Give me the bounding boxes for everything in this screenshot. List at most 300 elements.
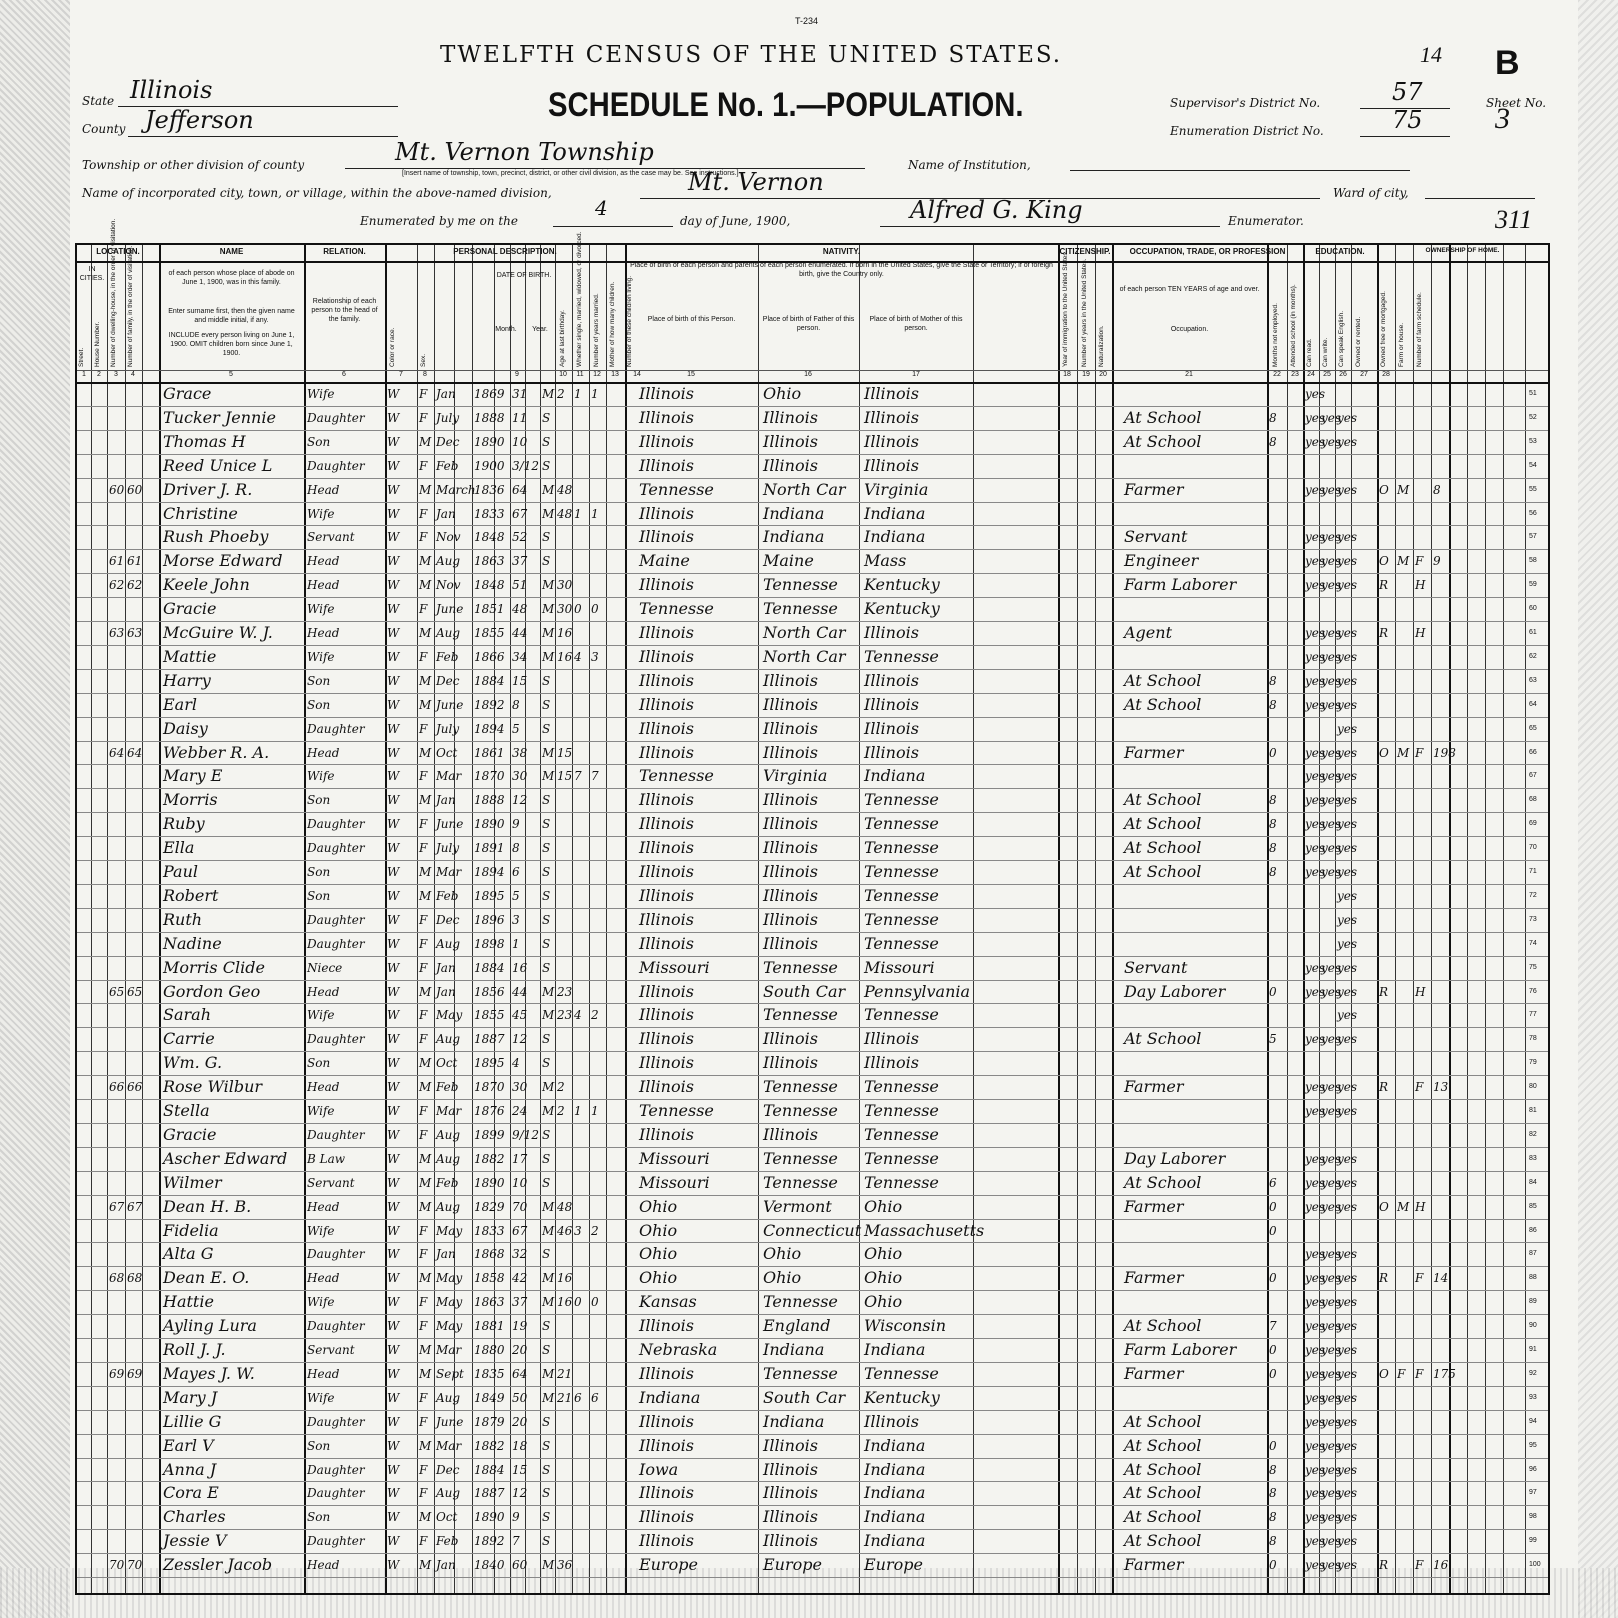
person-name: Rush Phoeby bbox=[163, 527, 269, 547]
county-label: County bbox=[82, 122, 126, 136]
column-rule bbox=[434, 245, 435, 1593]
sex: M bbox=[419, 1271, 432, 1286]
birth-month: Jan bbox=[436, 984, 456, 999]
side-number: 311 bbox=[1495, 205, 1533, 234]
sheet-code: B bbox=[1495, 44, 1520, 82]
birth-month: May bbox=[436, 1319, 463, 1334]
day-underline bbox=[553, 226, 673, 227]
sex: F bbox=[419, 841, 428, 856]
age: 5 bbox=[512, 888, 520, 903]
occupation: Farm Laborer bbox=[1124, 1340, 1237, 1359]
line-number: 66 bbox=[1529, 748, 1537, 756]
line-number: 75 bbox=[1529, 963, 1537, 971]
birthplace-mother: Tennesse bbox=[864, 1172, 939, 1192]
line-number: 97 bbox=[1529, 1489, 1537, 1497]
birth-month: June bbox=[436, 602, 464, 617]
birth-month: Feb bbox=[436, 1534, 459, 1549]
person-name: Fidelia bbox=[163, 1220, 219, 1240]
can-read: yes bbox=[1305, 1486, 1326, 1501]
birth-year: 1892 bbox=[474, 697, 505, 712]
column-number: 27 bbox=[1360, 371, 1368, 378]
birthplace-person: Illinois bbox=[639, 1077, 694, 1097]
can-speak: yes bbox=[1337, 1462, 1358, 1477]
age: 31 bbox=[512, 387, 528, 401]
birth-year: 1898 bbox=[474, 936, 505, 951]
occupation: At School bbox=[1124, 1507, 1202, 1527]
column-rule bbox=[1525, 245, 1526, 1593]
birth-month: March bbox=[436, 482, 476, 497]
date-label: day of June, 1900, bbox=[680, 214, 791, 228]
months-school: 8 bbox=[1269, 865, 1277, 879]
color: W bbox=[387, 1080, 400, 1095]
color: W bbox=[387, 626, 400, 640]
vertical-column-label: Number of years married. bbox=[593, 293, 600, 367]
marital-status: S bbox=[542, 817, 551, 832]
birthplace-mother: Illinois bbox=[864, 742, 919, 762]
children-born: 0 bbox=[574, 1295, 582, 1310]
color: W bbox=[387, 1462, 400, 1477]
column-rule bbox=[107, 245, 108, 1593]
column-rule bbox=[1431, 245, 1432, 1593]
can-write: yes bbox=[1321, 769, 1342, 784]
sex: F bbox=[419, 1390, 428, 1405]
name-description: of each person whose place of abode on June 1, 1900, was in this family. bbox=[168, 270, 295, 286]
birth-year: 1868 bbox=[474, 1247, 505, 1262]
marital-status: S bbox=[542, 1462, 551, 1477]
column-rule bbox=[159, 245, 161, 1593]
can-read: yes bbox=[1305, 697, 1326, 712]
marital-status: S bbox=[542, 936, 551, 951]
family-number: 69 bbox=[127, 1366, 143, 1381]
birthplace-person: Tennesse bbox=[639, 1101, 714, 1120]
can-speak: yes bbox=[1337, 649, 1358, 664]
can-read: yes bbox=[1305, 1295, 1326, 1310]
vertical-column-label: Number of farm schedule. bbox=[1416, 292, 1423, 367]
birthplace-person: Illinois bbox=[639, 1316, 694, 1336]
person-name: Gordon Geo bbox=[163, 981, 261, 1001]
birthplace-mother: Tennesse bbox=[864, 790, 939, 810]
years-married: 30 bbox=[557, 578, 573, 593]
birthplace-mother: Tennesse bbox=[864, 933, 939, 953]
birthplace-mother: Ohio bbox=[864, 1196, 903, 1216]
marital-status: M bbox=[542, 1104, 555, 1118]
color: W bbox=[387, 1366, 400, 1381]
age: 9 bbox=[512, 817, 520, 832]
line-number: 52 bbox=[1529, 413, 1537, 421]
birthplace-father: Ohio bbox=[763, 1268, 802, 1288]
marital-status: S bbox=[542, 1127, 551, 1142]
can-write: yes bbox=[1321, 1534, 1342, 1549]
person-name: Charles bbox=[163, 1507, 226, 1527]
family-number: 65 bbox=[127, 984, 143, 999]
birth-month: Oct bbox=[436, 1056, 458, 1071]
can-read: yes bbox=[1305, 410, 1326, 425]
months-school: 0 bbox=[1269, 745, 1277, 760]
column-number: 7 bbox=[399, 371, 403, 378]
can-write: yes bbox=[1321, 626, 1342, 640]
person-name: Hattie bbox=[163, 1292, 214, 1312]
occupation: At School bbox=[1124, 670, 1202, 690]
relation: Son bbox=[307, 865, 331, 879]
family-number: 60 bbox=[127, 482, 143, 497]
birthplace-mother: Illinois bbox=[864, 694, 919, 714]
column-number: 25 bbox=[1323, 371, 1331, 378]
birthplace-mother: Illinois bbox=[864, 407, 919, 427]
relation: Wife bbox=[307, 1223, 335, 1238]
color: W bbox=[387, 1104, 400, 1118]
age: 3 bbox=[512, 912, 520, 927]
relation: Daughter bbox=[307, 1414, 365, 1429]
birth-year: 1884 bbox=[474, 960, 505, 975]
owned-free: M bbox=[1397, 554, 1410, 569]
farm-schedule: 198 bbox=[1433, 745, 1456, 760]
birth-month: Aug bbox=[436, 554, 461, 569]
line-number: 60 bbox=[1529, 605, 1537, 613]
birthplace-father: Illinois bbox=[763, 670, 818, 690]
can-speak: yes bbox=[1337, 1080, 1358, 1095]
birthplace-person: Illinois bbox=[639, 1531, 694, 1551]
age: 32 bbox=[512, 1247, 528, 1262]
birthplace-mother: Illinois bbox=[864, 431, 919, 451]
birthplace-father: Tennesse bbox=[763, 1148, 838, 1168]
occupation: Engineer bbox=[1124, 551, 1199, 571]
person-name: Tucker Jennie bbox=[163, 407, 276, 427]
color: W bbox=[387, 410, 400, 425]
can-write: yes bbox=[1321, 1462, 1342, 1477]
color: W bbox=[387, 1008, 400, 1023]
sex: F bbox=[419, 506, 428, 521]
farm-schedule: 175 bbox=[1433, 1366, 1456, 1381]
relation: Daughter bbox=[307, 458, 365, 473]
birthplace-father: Vermont bbox=[763, 1196, 832, 1216]
birth-month: Jan bbox=[436, 793, 456, 808]
owned-rented: O bbox=[1379, 482, 1389, 497]
column-rule bbox=[859, 245, 860, 1593]
relation: Wife bbox=[307, 387, 335, 401]
line-number: 88 bbox=[1529, 1274, 1537, 1282]
marital-status: S bbox=[542, 721, 551, 736]
color: W bbox=[387, 1127, 400, 1142]
sex: F bbox=[419, 1414, 428, 1429]
line-number: 99 bbox=[1529, 1537, 1537, 1545]
line-number: 54 bbox=[1529, 461, 1537, 469]
occupation: Day Laborer bbox=[1124, 1148, 1226, 1168]
dwelling-number: 67 bbox=[109, 1199, 125, 1214]
birthplace-person: Illinois bbox=[639, 527, 694, 547]
color: W bbox=[387, 1510, 400, 1525]
birth-month: Feb bbox=[436, 888, 459, 903]
vertical-column-label: Can read. bbox=[1306, 338, 1313, 367]
line-number: 57 bbox=[1529, 533, 1537, 541]
can-read: yes bbox=[1305, 482, 1326, 497]
years-married: 23 bbox=[557, 984, 573, 999]
relation: Daughter bbox=[307, 841, 365, 856]
person-name: Mayes J. W. bbox=[163, 1363, 255, 1383]
can-read: yes bbox=[1305, 960, 1326, 975]
line-number: 62 bbox=[1529, 652, 1537, 660]
birthplace-father: Illinois bbox=[763, 1435, 818, 1455]
age: 17 bbox=[512, 1151, 528, 1166]
can-write: yes bbox=[1321, 1510, 1342, 1525]
sex: M bbox=[419, 554, 432, 569]
enumeration-underline bbox=[1360, 136, 1450, 137]
relation: Daughter bbox=[307, 936, 365, 951]
relation: Wife bbox=[307, 1008, 335, 1023]
person-name: Grace bbox=[163, 384, 212, 403]
person-name: Morris Clide bbox=[163, 957, 265, 977]
birth-year: 1895 bbox=[474, 1056, 505, 1071]
can-read: yes bbox=[1305, 626, 1326, 640]
column-rule bbox=[142, 245, 143, 1593]
months-school: 8 bbox=[1269, 1534, 1277, 1549]
relation: Wife bbox=[307, 1295, 335, 1310]
can-write: yes bbox=[1321, 745, 1342, 760]
months-school: 0 bbox=[1269, 1366, 1277, 1381]
sex: M bbox=[419, 984, 432, 999]
group-personal: PERSONAL DESCRIPTION. bbox=[453, 247, 557, 256]
can-write: yes bbox=[1321, 1319, 1342, 1334]
children-living: 7 bbox=[591, 769, 599, 784]
occupation: At School bbox=[1124, 1172, 1202, 1192]
marital-status: M bbox=[542, 626, 555, 640]
birthplace-father: Illinois bbox=[763, 742, 818, 762]
can-write: yes bbox=[1321, 1343, 1342, 1357]
can-read: yes bbox=[1305, 554, 1326, 569]
person-name: Ayling Lura bbox=[163, 1316, 257, 1336]
birth-year: 1888 bbox=[474, 410, 505, 425]
line-number: 78 bbox=[1529, 1035, 1537, 1043]
birthplace-mother: Tennesse bbox=[864, 1101, 939, 1120]
enumerator-underline bbox=[880, 226, 1220, 227]
relation: Head bbox=[307, 745, 340, 760]
months-school: 0 bbox=[1269, 1558, 1277, 1573]
marital-status: S bbox=[542, 1343, 551, 1357]
color: W bbox=[387, 841, 400, 856]
line-number: 59 bbox=[1529, 581, 1537, 589]
stamp-number: 14 bbox=[1420, 42, 1442, 67]
birth-month: Jan bbox=[436, 1247, 456, 1262]
sex: M bbox=[419, 1151, 432, 1166]
farm-schedule: 16 bbox=[1433, 1558, 1449, 1573]
line-number: 83 bbox=[1529, 1154, 1537, 1162]
marital-status: S bbox=[542, 1319, 551, 1334]
years-married: 46 bbox=[557, 1223, 573, 1238]
marital-status: S bbox=[542, 434, 551, 449]
can-read: yes bbox=[1305, 1343, 1326, 1357]
age: 1 bbox=[512, 936, 520, 951]
marital-status: S bbox=[542, 841, 551, 856]
can-read: yes bbox=[1305, 1438, 1326, 1453]
person-name: Dean E. O. bbox=[163, 1268, 250, 1288]
children-living: 1 bbox=[591, 1104, 599, 1118]
age: 4 bbox=[512, 1056, 520, 1071]
birthplace-mother: Indiana bbox=[864, 1531, 926, 1551]
birthplace-father: Illinois bbox=[763, 862, 818, 881]
birth-month: Dec bbox=[436, 912, 460, 927]
column-number: 12 bbox=[593, 371, 601, 378]
can-read: yes bbox=[1305, 1199, 1326, 1214]
birthplace-father: North Car bbox=[763, 623, 846, 642]
birth-year: 1856 bbox=[474, 984, 505, 999]
birthplace-mother: Pennsylvania bbox=[864, 981, 971, 1001]
can-speak: yes bbox=[1337, 410, 1358, 425]
children-living: 1 bbox=[591, 387, 599, 401]
birthplace-father: Tennesse bbox=[763, 599, 838, 619]
birthplace-person: Illinois bbox=[639, 623, 694, 642]
person-name: Harry bbox=[163, 670, 211, 690]
color: W bbox=[387, 1558, 400, 1573]
birthplace-person: Illinois bbox=[639, 575, 694, 595]
dwelling-number: 68 bbox=[109, 1271, 125, 1286]
can-speak: yes bbox=[1337, 769, 1358, 784]
children-living: 1 bbox=[591, 506, 599, 521]
occupation: At School bbox=[1124, 431, 1202, 451]
person-name: Daisy bbox=[163, 718, 208, 738]
can-write: yes bbox=[1321, 554, 1342, 569]
vertical-column-label: Naturalization. bbox=[1098, 325, 1105, 367]
birthplace-mother: Illinois bbox=[864, 384, 919, 403]
can-write: yes bbox=[1321, 1414, 1342, 1429]
birth-month: Aug bbox=[436, 1127, 461, 1142]
can-write: yes bbox=[1321, 1104, 1342, 1118]
farm-house: F bbox=[1415, 1271, 1424, 1286]
children-living: 3 bbox=[591, 649, 599, 664]
birth-month: Dec bbox=[436, 434, 460, 449]
birthplace-father: Indiana bbox=[763, 527, 825, 547]
marital-status: M bbox=[542, 769, 555, 784]
relation: Son bbox=[307, 888, 331, 903]
can-write: yes bbox=[1321, 482, 1342, 497]
birth-year: 1884 bbox=[474, 1462, 505, 1477]
column-rule bbox=[1112, 245, 1114, 1593]
children-living: 2 bbox=[591, 1008, 599, 1023]
birthplace-mother: Tennesse bbox=[864, 1148, 939, 1168]
can-speak: yes bbox=[1337, 578, 1358, 593]
occupation: At School bbox=[1124, 790, 1202, 810]
sex: M bbox=[419, 745, 432, 760]
line-number: 74 bbox=[1529, 939, 1537, 947]
can-read: yes bbox=[1305, 1462, 1326, 1477]
column-rule bbox=[1077, 245, 1078, 1593]
row-rule bbox=[77, 1577, 1548, 1578]
vertical-column-label: Attended school (in months). bbox=[1290, 284, 1297, 367]
color: W bbox=[387, 578, 400, 593]
farm-house: H bbox=[1415, 578, 1426, 593]
color: W bbox=[387, 745, 400, 760]
sex: F bbox=[419, 410, 428, 425]
line-number: 61 bbox=[1529, 629, 1537, 636]
children-living: 2 bbox=[591, 1223, 599, 1238]
person-name: Ruby bbox=[163, 814, 205, 834]
column-number: 1 bbox=[82, 371, 86, 378]
can-speak: yes bbox=[1337, 434, 1358, 449]
marital-status: S bbox=[542, 1438, 551, 1453]
birth-year: 1896 bbox=[474, 912, 505, 927]
birthplace-mother: Tennesse bbox=[864, 909, 939, 929]
age: 8 bbox=[512, 841, 520, 856]
sex: F bbox=[419, 1534, 428, 1549]
ward-label: Ward of city, bbox=[1333, 186, 1409, 200]
marital-status: M bbox=[542, 602, 555, 617]
years-married: 36 bbox=[557, 1558, 573, 1573]
birthplace-father: North Car bbox=[763, 479, 846, 499]
column-rule bbox=[606, 245, 607, 1593]
marital-status: S bbox=[542, 458, 551, 473]
person-name: Ella bbox=[163, 838, 195, 858]
column-number: 14 bbox=[633, 371, 641, 378]
group-relation: RELATION. bbox=[323, 247, 366, 256]
farm-house: F bbox=[1415, 554, 1424, 569]
sex: M bbox=[419, 1438, 432, 1453]
vertical-column-label: Mother of how many children. bbox=[609, 281, 616, 367]
age: 67 bbox=[512, 506, 528, 521]
birthplace-father: Tennesse bbox=[763, 957, 838, 977]
occupation: Farmer bbox=[1124, 1363, 1184, 1383]
years-married: 16 bbox=[557, 626, 573, 640]
dwelling-number: 65 bbox=[109, 984, 125, 999]
birth-year: 1888 bbox=[474, 793, 505, 808]
birthplace-father: Illinois bbox=[763, 1483, 818, 1503]
birth-month: Nov bbox=[436, 578, 461, 593]
children-living: 6 bbox=[591, 1390, 599, 1405]
occupation: At School bbox=[1124, 838, 1202, 858]
person-name: McGuire W. J. bbox=[163, 623, 273, 642]
birthplace-person: Illinois bbox=[639, 407, 694, 427]
birth-month: Aug bbox=[436, 936, 461, 951]
birth-month: June bbox=[436, 697, 464, 712]
birthplace-mother: Wisconsin bbox=[864, 1316, 947, 1336]
birth-month: Nov bbox=[436, 530, 461, 545]
sex: M bbox=[419, 1510, 432, 1525]
birthplace-mother: Illinois bbox=[864, 1029, 919, 1049]
line-number: 96 bbox=[1529, 1465, 1537, 1473]
marital-status: S bbox=[542, 1032, 551, 1047]
family-number: 61 bbox=[127, 554, 143, 569]
vertical-column-label: House Number. bbox=[94, 321, 101, 367]
person-name: Anna J bbox=[163, 1459, 217, 1479]
vertical-column-label: Number of these children living. bbox=[626, 275, 633, 367]
column-rule bbox=[555, 245, 556, 1593]
age: 16 bbox=[512, 960, 528, 975]
line-number: 82 bbox=[1529, 1130, 1537, 1138]
birthplace-father: North Car bbox=[763, 646, 846, 666]
group-name: NAME bbox=[219, 247, 244, 256]
dwelling-number: 60 bbox=[109, 482, 125, 497]
birth-month: Mar bbox=[436, 1343, 462, 1357]
color: W bbox=[387, 721, 400, 736]
can-speak: yes bbox=[1337, 1295, 1358, 1310]
age: 20 bbox=[512, 1414, 528, 1429]
birth-year-label: Year. bbox=[532, 326, 548, 333]
enumerator-label: Enumerator. bbox=[1228, 214, 1304, 228]
occupation: Servant bbox=[1124, 957, 1188, 977]
birthplace-person: Illinois bbox=[639, 670, 694, 690]
can-write: yes bbox=[1321, 960, 1342, 975]
relation: Head bbox=[307, 1080, 340, 1095]
can-write: yes bbox=[1321, 793, 1342, 808]
birth-month-label: Month. bbox=[495, 326, 517, 333]
sex: M bbox=[419, 1343, 432, 1357]
birthplace-father: South Car bbox=[763, 1387, 846, 1407]
owned-rented: R bbox=[1379, 578, 1389, 593]
age: 51 bbox=[512, 578, 528, 593]
can-write: yes bbox=[1321, 984, 1342, 999]
can-write: yes bbox=[1321, 1558, 1342, 1573]
dwelling-number: 61 bbox=[109, 554, 125, 569]
can-speak: yes bbox=[1337, 1008, 1358, 1023]
column-rule bbox=[1058, 245, 1060, 1593]
birthplace-person: Illinois bbox=[639, 909, 694, 929]
